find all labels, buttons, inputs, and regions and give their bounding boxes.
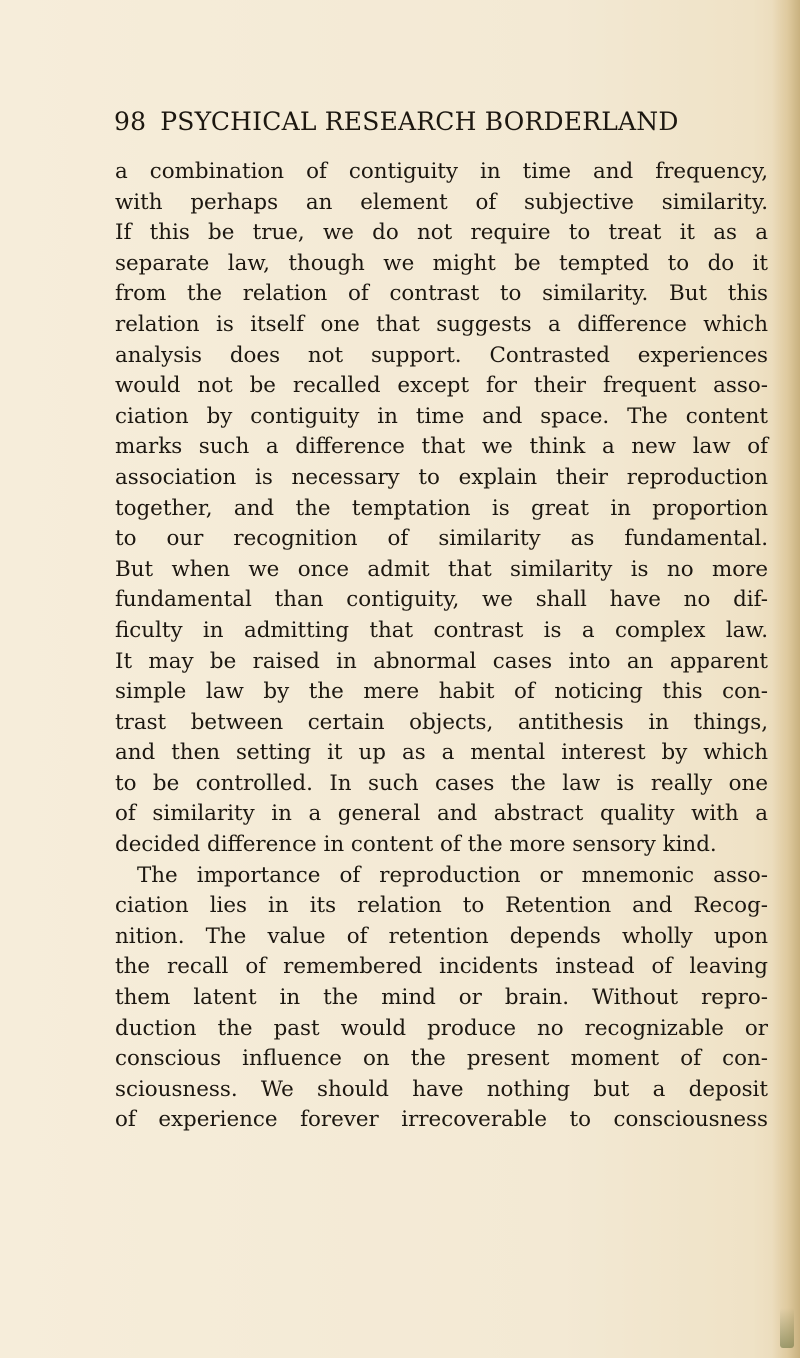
- text-line: conscious influence on the present moment of con-: [115, 1046, 768, 1072]
- text-line: of experience forever irrecoverable to consciousness: [115, 1107, 768, 1133]
- text-line: simple law by the mere habit of noticing this con-: [115, 679, 768, 705]
- text-line: duction the past would produce no recognizable or: [115, 1015, 768, 1041]
- text-line: analysis does not support. Contrasted experiences: [115, 342, 768, 368]
- text-line: them latent in the mind or brain. Without repro-: [115, 985, 768, 1011]
- text-line: nition. The value of retention depends wholly upon: [115, 923, 768, 949]
- text-line: and then setting it up as a mental interest by which: [115, 740, 768, 766]
- text-line: relation is itself one that suggests a difference which: [115, 311, 768, 337]
- text-line: The importance of reproduction or mnemonic asso-: [137, 862, 768, 888]
- text-line: to be controlled. In such cases the law is really one: [115, 770, 768, 796]
- text-line: ficulty in admitting that contrast is a complex law.: [115, 617, 768, 643]
- text-line: trast between certain objects, antithesis in things,: [115, 709, 768, 735]
- text-line: to our recognition of similarity as fundamental.: [115, 526, 768, 552]
- text-line: marks such a difference that we think a new law of: [115, 434, 768, 460]
- running-header: [114, 102, 774, 142]
- text-line: If this be true, we do not require to treat it as a: [115, 220, 768, 246]
- text-line: association is necessary to explain their reproduction: [115, 464, 768, 490]
- text-line: ciation by contiguity in time and space. The content: [115, 403, 768, 429]
- text-line: sciousness. We should have nothing but a deposit: [115, 1076, 768, 1102]
- text-line: of similarity in a general and abstract quality with a: [115, 801, 768, 827]
- page-edge-shading: [772, 0, 800, 1358]
- text-line: But when we once admit that similarity is no more: [115, 556, 768, 582]
- page-corner-mark: [780, 1308, 794, 1348]
- text-line: together, and the temptation is great in proportion: [115, 495, 768, 521]
- text-line: with perhaps an element of subjective similarity.: [115, 189, 768, 215]
- page-number: 98: [114, 107, 147, 136]
- text-line: separate law, though we might be tempted to do it: [115, 250, 768, 276]
- text-line: It may be raised in abnormal cases into an apparent: [115, 648, 768, 674]
- body-text: [115, 157, 768, 1136]
- text-line: from the relation of contrast to similarity. But this: [115, 281, 768, 307]
- text-line: decided difference in content of the more sensory kind.: [115, 832, 717, 858]
- text-line: the recall of remembered incidents instead of leaving: [115, 954, 768, 980]
- text-line: would not be recalled except for their frequent asso-: [115, 373, 768, 399]
- text-line: fundamental than contiguity, we shall have no dif-: [115, 587, 768, 613]
- running-title: PSYCHICAL RESEARCH BORDERLAND: [160, 107, 679, 136]
- text-line: ciation lies in its relation to Retention and Recog-: [115, 893, 768, 919]
- text-line: a combination of contiguity in time and frequency,: [115, 159, 768, 184]
